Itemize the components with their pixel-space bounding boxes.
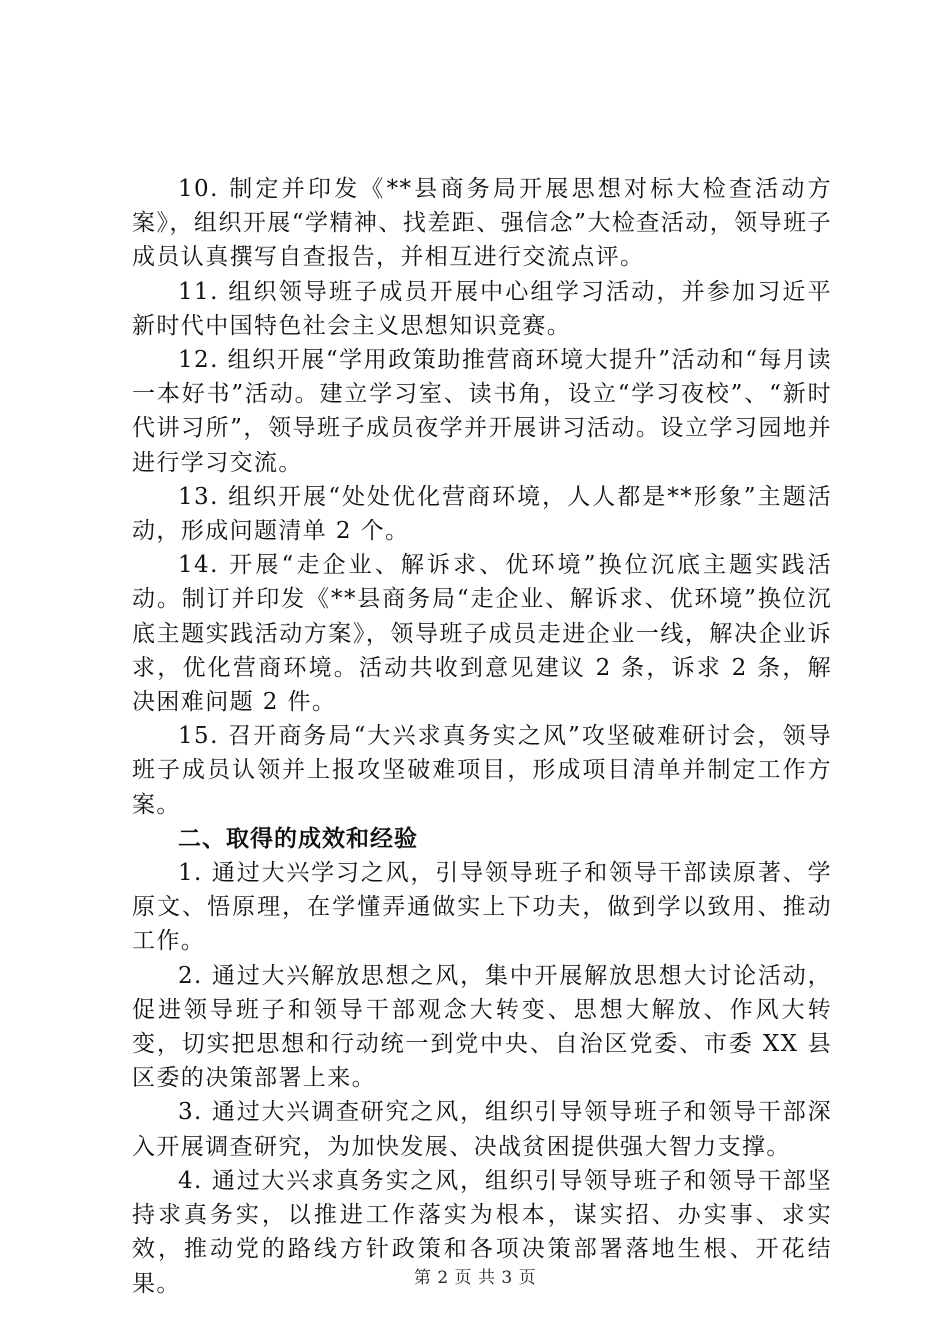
document-body [132, 172, 832, 1301]
paragraph-item-11: 11. 组织领导班子成员开展中心组学习活动，并参加习近平新时代中国特色社会主义思想知识竞赛。 [132, 278, 832, 339]
paragraph-item-13: 13. 组织开展“处处优化营商环境，人人都是**形象”主题活动，形成问题清单 2 个。 [132, 483, 832, 545]
paragraph-item-15: 15. 召开商务局“大兴求真务实之风”攻坚破难研讨会，领导班子成员认领并上报攻坚破难项目，形成项目清单并制定工作方案。 [132, 723, 832, 818]
paragraph-item-12: 12. 组织开展“学用政策助推营商环境大提升”活动和“每月读一本好书”活动。建立学习室、读书角，设立“学习夜校”、“新时代讲习所”，领导班子成员夜学并开展讲习活动。设立学习园地并进行学习交流。 [132, 347, 832, 476]
result-paragraph-4: 4. 通过大兴求真务实之风，组织引导领导班子和领导干部坚持求真务实，以推进工作落实为根本，谋实招、办实事、求实效，推动党的路线方针政策和各项决策部署落地生根、开花结果。 [132, 1167, 832, 1297]
page-footer: 第 2 页 共 3 页 [413, 1268, 537, 1288]
result-paragraph-2: 2. 通过大兴解放思想之风，集中开展解放思想大讨论活动，促进领导班子和领导干部观念大转变、思想大解放、作风大转变，切实把思想和行动统一到党中央、自治区党委、市委 XX 县区委的决策部署上来。 [132, 962, 832, 1092]
paragraph-item-14: 14. 开展“走企业、解诉求、优环境”换位沉底主题实践活动。制订并印发《**县商务局“走企业、解诉求、优环境”换位沉底主题实践活动方案》，领导班子成员走进企业一线，解决企业诉求，优化营商环境。活动共收到意见建议 2 条，诉求 2 条，解决困难问题 2 件。 [132, 552, 832, 716]
paragraph-item-10: 10. 制定并印发《**县商务局开展思想对标大检查活动方案》，组织开展“学精神、找差距、强信念”大检查活动，领导班子成员认真撰写自查报告，并相互进行交流点评。 [132, 176, 832, 271]
section-heading: 二、取得的成效和经验 [178, 825, 418, 852]
result-paragraph-3: 3. 通过大兴调查研究之风，组织引导领导班子和领导干部深入开展调查研究，为加快发展、决战贫困提供强大智力支撑。 [132, 1099, 832, 1160]
result-paragraph-1: 1. 通过大兴学习之风，引导领导班子和领导干部读原著、学原文、悟原理，在学懂弄通做实上下功夫，做到学以致用、推动工作。 [132, 860, 832, 955]
